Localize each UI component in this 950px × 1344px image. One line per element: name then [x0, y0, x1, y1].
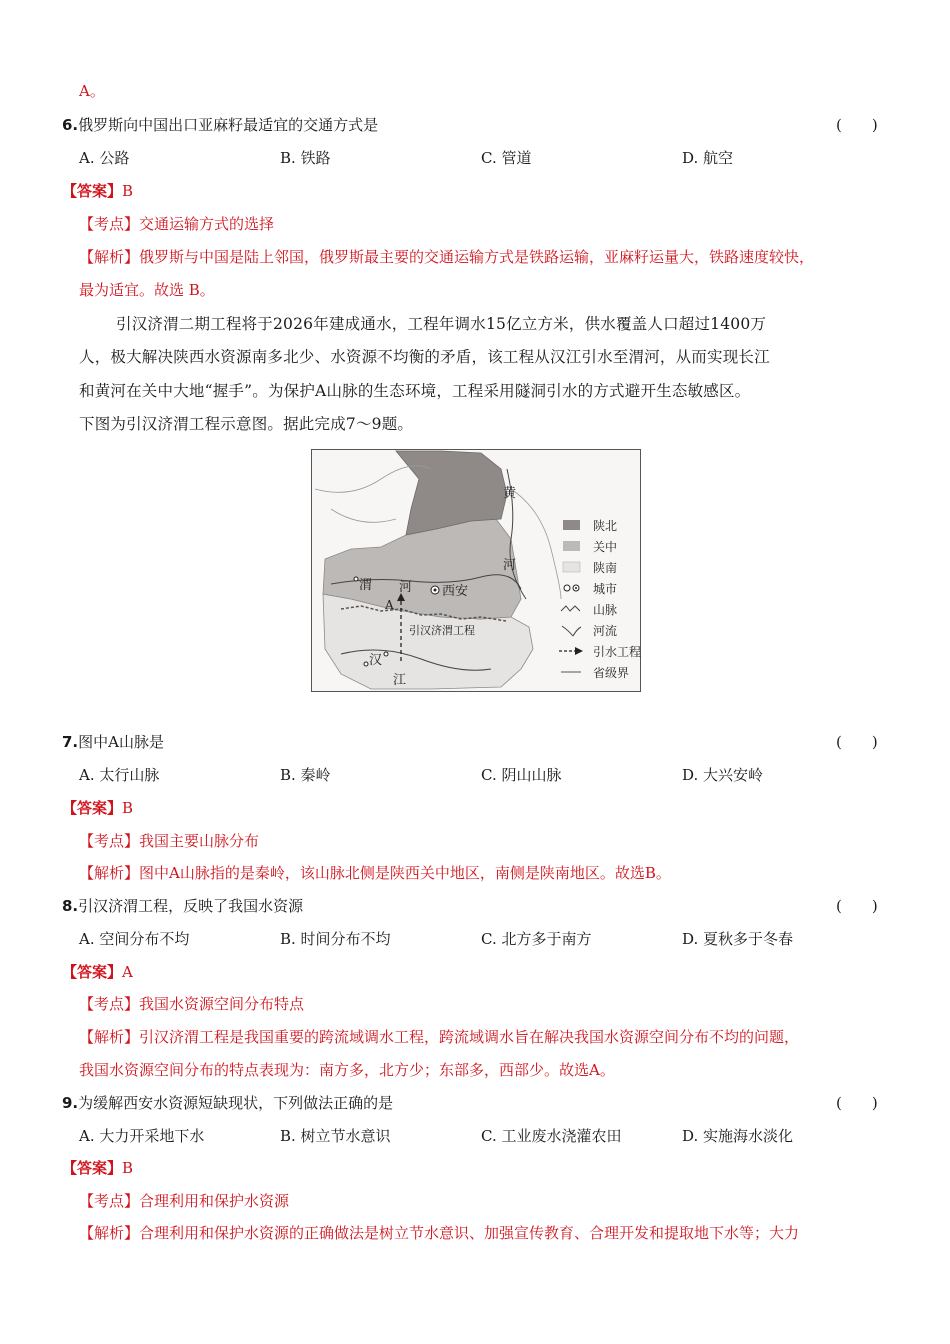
legend-project: 引水工程	[593, 645, 641, 659]
passage-line-3: 和黄河在关中大地“握手”。为保护A山脉的生态环境，工程采用隧洞引水的方式避开生态敏感区。	[79, 382, 751, 400]
q7-point	[79, 830, 259, 852]
legend-border: 省级界	[593, 666, 630, 680]
question-9-answer-blank: ( )	[836, 1094, 878, 1112]
answer-label: 【答案】	[62, 1159, 123, 1177]
q9-option-d: D. 实施海水淡化	[682, 1127, 794, 1145]
q7-answer-value: B	[122, 799, 134, 817]
q9-answer	[62, 1157, 133, 1179]
label-a: A	[385, 598, 394, 612]
q8-answer-value: A	[122, 963, 133, 981]
q9-answer-value: B	[122, 1159, 134, 1177]
passage-line-1: 引汉济渭二期工程将于2026年建成通水，工程年调水15亿立方米，供水覆盖人口超过1400万	[116, 315, 767, 333]
answer-label: 【答案】	[62, 963, 123, 981]
question-7-text: 图中A山脉是	[78, 733, 164, 751]
label-jiang: 江	[393, 673, 407, 688]
previous-answer-tail: A。	[79, 82, 105, 100]
legend-mountain: 山脉	[593, 603, 618, 617]
question-7-answer-blank: ( )	[836, 733, 878, 751]
q6-option-c: C. 管道	[481, 149, 532, 167]
question-6-number: 6.	[62, 116, 79, 134]
analysis-label: 【解析】	[79, 1224, 140, 1242]
analysis-label: 【解析】	[79, 864, 140, 882]
q9-point	[79, 1190, 289, 1212]
q9-option-b: B. 树立节水意识	[280, 1127, 391, 1145]
q6-analysis	[79, 246, 814, 268]
passage-line-4: 下图为引汉济渭工程示意图。据此完成7～9题。	[79, 415, 414, 433]
q8-analysis-text-1: 引汉济渭工程是我国重要的跨流域调水工程，跨流域调水旨在解决我国水资源空间分布不均的问题，	[139, 1028, 800, 1046]
question-8-text: 引汉济渭工程，反映了我国水资源	[78, 897, 304, 915]
legend-swatch-central	[563, 541, 580, 551]
legend-south: 陕南	[593, 561, 618, 575]
q7-option-c: C. 阴山山脉	[481, 766, 562, 784]
q9-analysis-text-1: 合理利用和保护水资源的正确做法是树立节水意识、加强宣传教育、合理开发和提取地下水等；大力	[139, 1224, 800, 1242]
label-project: 引汉济渭工程	[409, 624, 475, 637]
question-6-text: 俄罗斯向中国出口亚麻籽最适宜的交通方式是	[78, 116, 379, 134]
q6-point-text: 交通运输方式的选择	[139, 215, 275, 233]
legend-river: 河流	[593, 624, 618, 638]
q6-point	[79, 213, 274, 235]
label-wei-he: 河	[399, 580, 413, 595]
point-label: 【考点】	[79, 995, 140, 1013]
q7-answer	[62, 797, 133, 819]
q7-option-a: A. 太行山脉	[79, 766, 160, 784]
q8-analysis-line-2: 我国水资源空间分布的特点表现为：南方多，北方少；东部多，西部少。故选A。	[79, 1061, 615, 1079]
q7-option-d: D. 大兴安岭	[682, 766, 764, 784]
question-6-stem	[62, 114, 378, 136]
q8-point-text: 我国水资源空间分布特点	[139, 995, 305, 1013]
q7-option-b: B. 秦岭	[280, 766, 331, 784]
q8-analysis	[79, 1026, 799, 1048]
q6-answer	[62, 180, 133, 202]
label-he: 河	[503, 558, 517, 573]
legend-north: 陕北	[593, 519, 618, 533]
q8-answer	[62, 961, 133, 983]
answer-label: 【答案】	[62, 799, 123, 817]
q8-option-b: B. 时间分布不均	[280, 930, 391, 948]
question-9-number: 9.	[62, 1094, 79, 1112]
passage-line-2: 人，极大解决陕西水资源南多北少、水资源不均衡的矛盾，该工程从汉江引水至渭河，从而实现长江	[79, 348, 770, 366]
point-label: 【考点】	[79, 832, 140, 850]
q8-option-d: D. 夏秋多于冬春	[682, 930, 794, 948]
q8-point	[79, 993, 304, 1015]
water-diversion-map	[311, 449, 641, 692]
q6-analysis-line-2: 最为适宜。故选 B。	[79, 281, 215, 299]
legend-swatch-north	[563, 520, 580, 530]
legend-swatch-south	[563, 562, 580, 572]
point-label: 【考点】	[79, 1192, 140, 1210]
question-7-number: 7.	[62, 733, 79, 751]
q9-option-c: C. 工业废水浇灌农田	[481, 1127, 622, 1145]
label-han: 汉	[369, 653, 383, 668]
legend-central: 关中	[593, 540, 618, 554]
q7-point-text: 我国主要山脉分布	[139, 832, 260, 850]
label-wei: 渭	[359, 578, 373, 593]
q8-option-a: A. 空间分布不均	[79, 930, 190, 948]
legend-city: 城市	[593, 582, 618, 596]
question-7-stem	[62, 731, 164, 753]
question-9-stem	[62, 1092, 393, 1114]
question-8-stem	[62, 895, 303, 917]
question-8-answer-blank: ( )	[836, 897, 878, 915]
q9-analysis	[79, 1222, 799, 1244]
question-8-number: 8.	[62, 897, 79, 915]
question-6-answer-blank: ( )	[836, 116, 878, 134]
q6-answer-value: B	[122, 182, 134, 200]
q6-option-a: A. 公路	[79, 149, 130, 167]
point-label: 【考点】	[79, 215, 140, 233]
analysis-label: 【解析】	[79, 1028, 140, 1046]
q6-analysis-text-1: 俄罗斯与中国是陆上邻国，俄罗斯最主要的交通运输方式是铁路运输，亚麻籽运量大，铁路速度较快，	[139, 248, 815, 266]
q8-option-c: C. 北方多于南方	[481, 930, 592, 948]
q6-option-d: D. 航空	[682, 149, 734, 167]
q7-analysis	[79, 862, 671, 884]
analysis-label: 【解析】	[79, 248, 140, 266]
label-huang: 黄	[503, 486, 517, 501]
q6-option-b: B. 铁路	[280, 149, 331, 167]
label-xian: 西安	[442, 584, 469, 599]
q9-option-a: A. 大力开采地下水	[79, 1127, 205, 1145]
q7-analysis-text-1: 图中A山脉指的是秦岭，该山脉北侧是陕西关中地区，南侧是陕南地区。故选B。	[139, 864, 671, 882]
legend-city-icon	[564, 585, 570, 591]
q9-point-text: 合理利用和保护水资源	[139, 1192, 290, 1210]
question-9-text: 为缓解西安水资源短缺现状，下列做法正确的是	[78, 1094, 394, 1112]
answer-label: 【答案】	[62, 182, 123, 200]
